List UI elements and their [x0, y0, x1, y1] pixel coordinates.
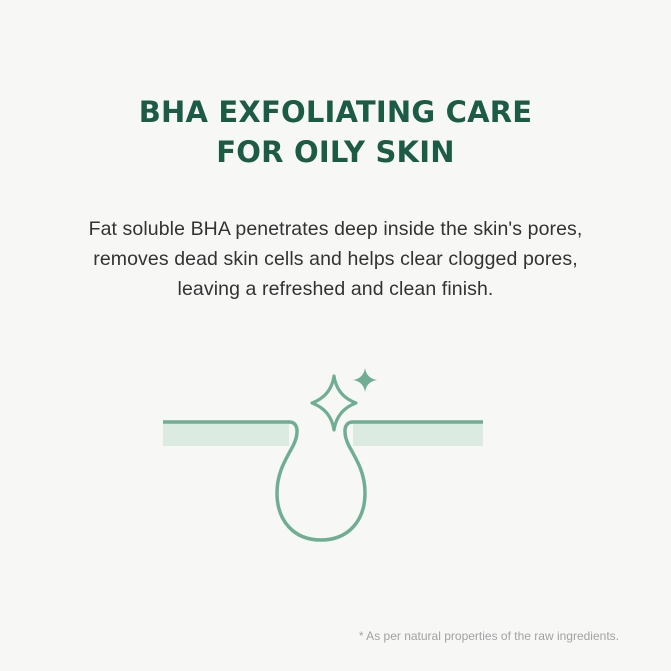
- footnote: * As per natural properties of the raw ingredients.: [358, 629, 619, 643]
- description-line-1: Fat soluble BHA penetrates deep inside the skin's pores,: [88, 218, 583, 240]
- title-line-1: BHA EXFOLIATING CARE: [138, 95, 533, 129]
- skin-surface-icon: [163, 422, 483, 446]
- pore-icon: [277, 422, 365, 540]
- page-title: [0, 92, 671, 172]
- sparkle-small-icon: [353, 368, 377, 392]
- description-line-2: removes dead skin cells and helps clear clogged pores,: [93, 248, 578, 270]
- skin-band-right: [353, 422, 483, 446]
- description: [0, 214, 671, 304]
- description-line-3: leaving a refreshed and clean finish.: [177, 278, 494, 300]
- pore-illustration: [160, 362, 490, 548]
- title-line-2: FOR OILY SKIN: [216, 135, 455, 169]
- skin-band-left: [163, 422, 289, 446]
